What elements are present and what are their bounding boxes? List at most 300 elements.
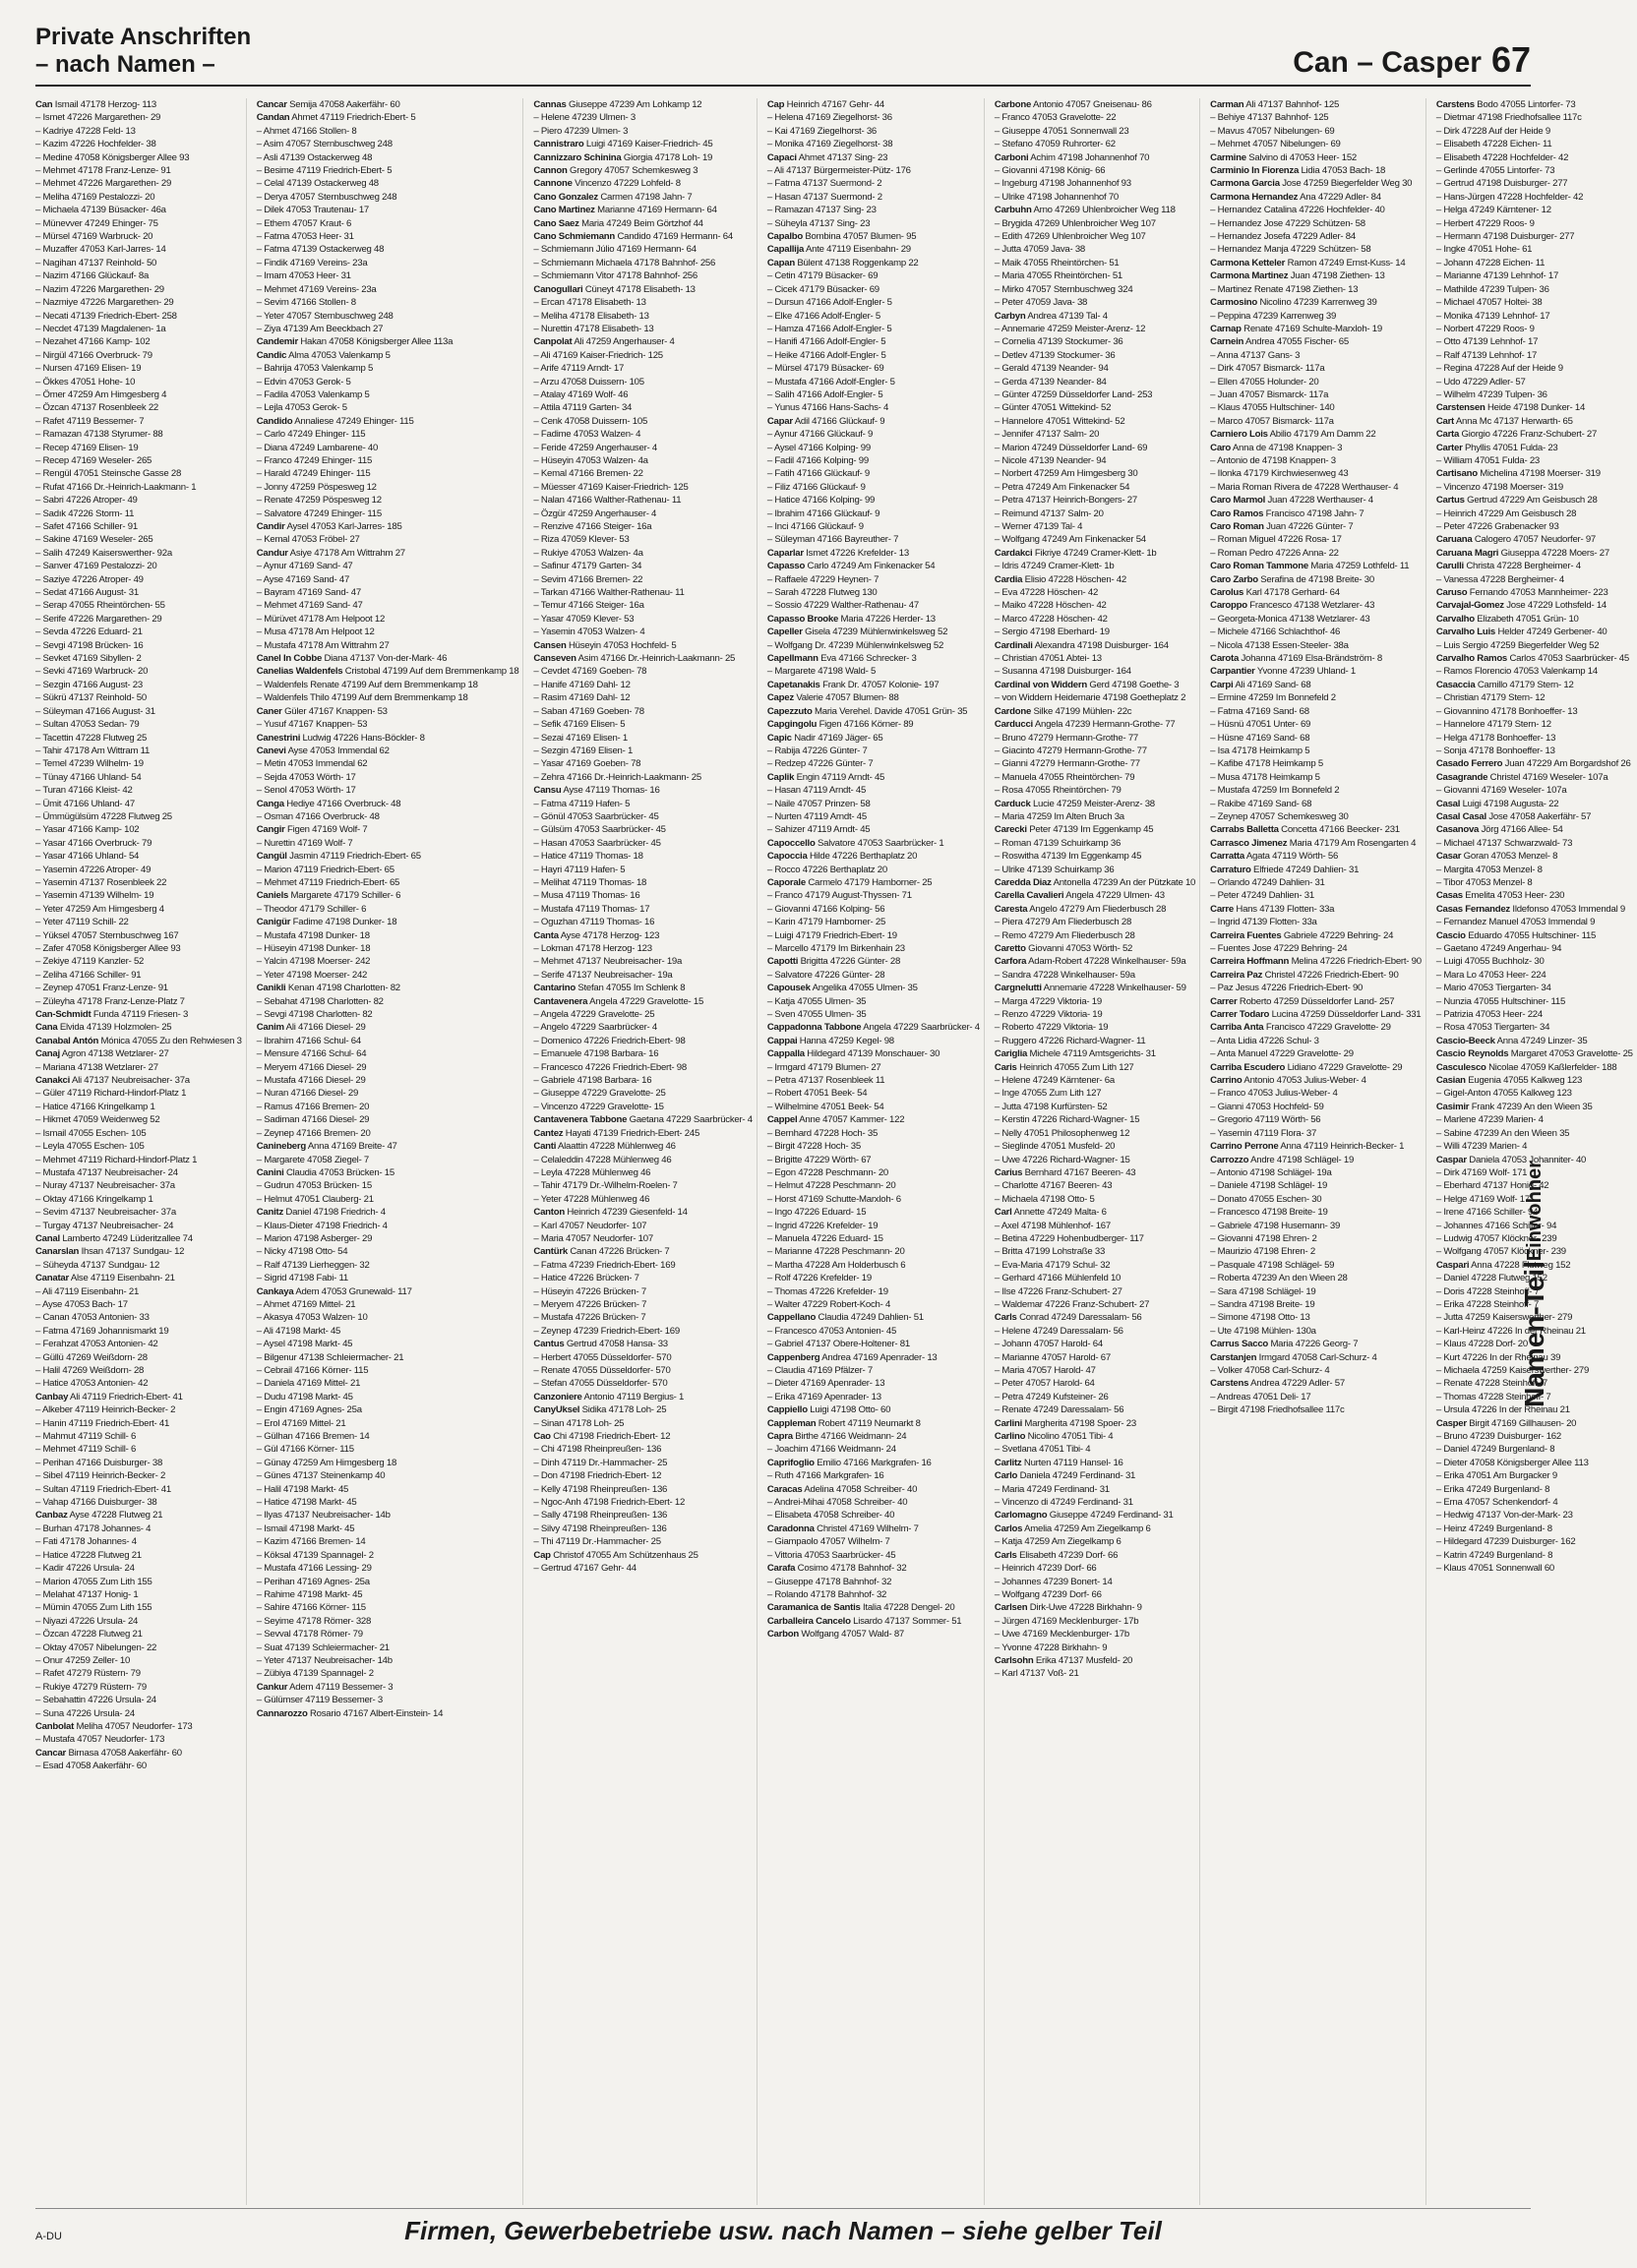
entry-details: – Brigitte 47229 Wörth- 67 (766, 1154, 872, 1165)
directory-entry (257, 111, 519, 124)
entry-details: – Mustafa 47178 Am Wittrahm 27 (256, 639, 390, 651)
entry-details: – Tahir 47179 Dr.-Wilhelm-Roelen- 7 (533, 1180, 678, 1192)
entry-details: – Rengül 47051 Steinsche Gasse 28 (35, 468, 182, 480)
entry-details: Johanna 47169 Elsa-Brändström- 8 (1241, 653, 1382, 665)
entry-details: – Sultan 47119 Friedrich-Ebert- 41 (35, 1483, 171, 1495)
entry-details: Goran 47053 Menzel- 8 (1463, 851, 1558, 863)
directory-entry (767, 1417, 980, 1430)
entry-details: – Gianni 47279 Hermann-Grothe- 77 (994, 758, 1140, 770)
directory-entry (995, 784, 1195, 797)
directory-entry (1436, 388, 1633, 401)
entry-surname: Capousek (766, 983, 811, 994)
directory-entry (1210, 1047, 1422, 1060)
entry-details: – Suat 47139 Schleiermacher- 21 (256, 1641, 390, 1653)
entry-details: – Hanin 47119 Friedrich-Ebert- 41 (35, 1417, 170, 1429)
directory-entry (995, 520, 1195, 533)
entry-surname: Carvalho (1435, 613, 1475, 625)
entry-surname: Caspari (1435, 1259, 1470, 1271)
entry-details: – Mehmet 47169 Sand- 47 (256, 600, 363, 612)
directory-entry (767, 665, 980, 678)
entry-details: Anne 47057 Kammer- 122 (799, 1114, 905, 1126)
directory-entry (1436, 98, 1633, 111)
directory-entry (257, 481, 519, 494)
directory-entry (257, 916, 519, 928)
entry-details: Elisabeth 47239 Dorf- 66 (1019, 1549, 1119, 1561)
entry-details: Angelika 47055 Ulmen- 35 (812, 983, 918, 994)
entry-details: – Katrin 47249 Burgenland- 8 (1435, 1549, 1553, 1561)
entry-details: – Edith 47269 Uhlenbroicher Weg 107 (994, 231, 1146, 243)
directory-entry (1436, 679, 1633, 691)
directory-entry (767, 467, 980, 480)
entry-details: – Fadil 47166 Kolping- 99 (766, 454, 869, 466)
entry-surname: Casimir (1435, 1101, 1470, 1112)
entry-details: – Bahrija 47053 Valenkamp 5 (256, 363, 374, 375)
entry-surname: Carlsen (994, 1602, 1028, 1614)
entry-details: – Angelo 47229 Saarbrücker- 4 (533, 1022, 657, 1034)
directory-entry (257, 798, 519, 810)
directory-entry (257, 547, 519, 560)
directory-entry (1210, 1338, 1422, 1350)
entry-surname: Canelias Waldenfels (256, 666, 343, 678)
directory-entry (35, 1483, 242, 1496)
entry-details: – Peppina 47239 Karrenweg 39 (1210, 310, 1337, 322)
entry-details: Ayse 47119 Thomas- 16 (563, 785, 660, 797)
entry-details: – Nezahet 47166 Kamp- 102 (35, 336, 151, 348)
entry-details: Giuseppe 47239 Am Lohkamp 12 (568, 99, 702, 110)
entry-details: Serafina de 47198 Breite- 30 (1260, 573, 1374, 585)
directory-entry (1436, 613, 1633, 626)
directory-entry (1436, 718, 1633, 731)
directory-entry (35, 1166, 242, 1179)
entry-details: Fadime 47198 Dunker- 18 (292, 917, 397, 928)
entry-surname: Carter (1435, 442, 1463, 453)
entry-surname: Cantavenera Tabbone (533, 1114, 628, 1126)
directory-entry (257, 1364, 519, 1377)
directory-entry (995, 1061, 1195, 1074)
directory-entry (767, 1562, 980, 1575)
directory-entry (257, 691, 519, 704)
entry-details: – Nurettin 47178 Elisabeth- 13 (533, 323, 654, 334)
entry-details: Adelina 47058 Schreiber- 40 (804, 1483, 918, 1495)
directory-entry (995, 942, 1195, 955)
directory-entry (767, 1035, 980, 1047)
entry-details: – Filiz 47166 Glückauf- 9 (766, 481, 866, 493)
entry-details: – Rahime 47198 Markt- 45 (256, 1588, 363, 1600)
directory-entry (767, 310, 980, 323)
entry-details: – Mustafa 47057 Neudorfer- 173 (35, 1734, 165, 1746)
entry-details: – Anta Lidia 47226 Schul- 3 (1210, 1035, 1319, 1046)
directory-entry (1210, 177, 1422, 190)
entry-details: – Mario 47053 Tiergarten- 34 (1435, 983, 1551, 994)
directory-entry (767, 1245, 980, 1258)
directory-entry (533, 1377, 752, 1390)
entry-details: Christof 47055 Am Schützenhaus 25 (553, 1549, 698, 1561)
directory-entry (767, 864, 980, 876)
entry-details: – Helmut 47051 Clauberg- 21 (256, 1193, 374, 1205)
entry-details: – Johann 47228 Eichen- 11 (1435, 257, 1546, 269)
entry-details: – Daniel 47249 Burgenland- 8 (1435, 1444, 1555, 1456)
directory-entry (995, 1245, 1195, 1258)
directory-entry (35, 745, 242, 757)
directory-entry (35, 1232, 242, 1245)
entry-details: – Marlene 47239 Marien- 4 (1435, 1114, 1544, 1126)
directory-entry (995, 1325, 1195, 1338)
directory-entry (35, 1377, 242, 1390)
directory-entry (767, 573, 980, 586)
directory-entry (35, 1469, 242, 1482)
directory-entry (995, 1403, 1195, 1416)
entry-details: – Yeter 47057 Sternbuschweg 248 (256, 310, 394, 322)
entry-details: Engin 47119 Arndt- 45 (796, 771, 885, 783)
entry-surname: Canikli (256, 983, 286, 994)
entry-details: – Norbert 47259 Am Himgesberg 30 (994, 468, 1138, 480)
directory-entry (1210, 151, 1422, 164)
directory-entry (533, 639, 752, 652)
entry-details: – Sevket 47169 Sibyllen- 2 (35, 653, 142, 665)
entry-details: – Renate 47249 Daressalam- 56 (994, 1404, 1124, 1416)
entry-surname: Cana (35, 1022, 58, 1034)
directory-entry (1436, 349, 1633, 362)
entry-details: – Hernandez Manja 47229 Schützen- 58 (1210, 244, 1371, 256)
entry-details: – Saziye 47226 Atroper- 49 (35, 573, 144, 585)
directory-entry (995, 1232, 1195, 1245)
entry-details: – Johannes 47239 Bonert- 14 (994, 1576, 1113, 1587)
entry-details: – Roman Miguel 47226 Rosa- 17 (1210, 534, 1342, 546)
directory-entry (35, 1496, 242, 1509)
entry-details: Hildegard 47139 Monschauer- 30 (807, 1048, 940, 1060)
directory-entry (257, 283, 519, 296)
entry-details: Daniel 47198 Friedrich- 4 (285, 1207, 386, 1219)
directory-entry (995, 533, 1195, 546)
entry-details: – Zeliha 47166 Schiller- 91 (35, 969, 142, 981)
directory-entry (533, 164, 752, 177)
directory-entry (995, 771, 1195, 784)
entry-details: – Fatih 47166 Glückauf- 9 (766, 468, 871, 480)
entry-details: Rosario 47167 Albert-Einstein- 14 (310, 1707, 444, 1719)
directory-entry (1436, 823, 1633, 836)
entry-details: – Mustafa 47166 Adolf-Engler- 5 (766, 376, 895, 388)
entry-details: – Eva-Maria 47179 Schul- 32 (994, 1259, 1111, 1271)
directory-entry (995, 626, 1195, 638)
entry-details: – Uwe 47226 Richard-Wagner- 15 (994, 1154, 1130, 1165)
directory-entry (767, 1166, 980, 1179)
directory-entry (1210, 639, 1422, 652)
directory-entry (767, 191, 980, 204)
entry-details: – Tibor 47053 Menzel- 8 (1435, 876, 1533, 888)
entry-details: – Peter 47226 Grabenacker 93 (1435, 521, 1559, 532)
entry-details: – Ilonka 47179 Kirchwiesenweg 43 (1210, 468, 1349, 480)
directory-entry (257, 164, 519, 177)
entry-surname: Cappiello (766, 1404, 808, 1416)
entry-details: Claudia 47249 Dahlien- 51 (818, 1312, 924, 1324)
entry-details: – Mürsel 47169 Warbruck- 20 (35, 231, 153, 243)
directory-entry (767, 771, 980, 784)
directory-entry (1436, 164, 1633, 177)
directory-entry (1436, 864, 1633, 876)
directory-entry (1436, 982, 1633, 994)
directory-entry (533, 1220, 752, 1232)
entry-surname: Capez (766, 692, 794, 704)
entry-details: Angelo 47279 Am Fliederbusch 28 (1029, 903, 1167, 915)
entry-details: – Sanver 47169 Pestalozzi- 20 (35, 561, 157, 572)
directory-entry (1436, 850, 1633, 863)
entry-details: – Yalcin 47198 Moerser- 242 (256, 956, 371, 968)
directory-entry (995, 269, 1195, 282)
entry-details: – Lokman 47178 Herzog- 123 (533, 943, 652, 954)
directory-entry (257, 665, 519, 678)
side-tab-line2: Namen-Teil (1519, 1261, 1549, 1408)
directory-entry (533, 1166, 752, 1179)
directory-entry (533, 1285, 752, 1298)
entry-details: – Elke 47166 Adolf-Engler- 5 (766, 310, 881, 322)
directory-entry (995, 810, 1195, 823)
directory-entry (533, 823, 752, 836)
directory-entry (35, 876, 242, 889)
directory-entry (767, 401, 980, 414)
entry-details: – Betina 47229 Hohenbudberger- 117 (994, 1232, 1144, 1244)
entry-surname: Caredda Diaz (994, 876, 1052, 888)
entry-details: – Hermann 47198 Duisburger- 277 (1435, 231, 1575, 243)
entry-surname: Canini (256, 1166, 284, 1178)
directory-entry (257, 1628, 519, 1641)
entry-details: Ayse 47178 Herzog- 123 (560, 929, 660, 941)
entry-surname: Carlino (994, 1431, 1026, 1443)
entry-details: Ali 47166 Diesel- 29 (285, 1022, 366, 1034)
directory-entry (35, 613, 242, 626)
entry-details: – Hanife 47169 Dahl- 12 (533, 679, 631, 690)
entry-details: – William 47051 Fulda- 23 (1435, 454, 1541, 466)
entry-details: – Leyla 47055 Eschen- 105 (35, 1141, 145, 1153)
entry-details: – Sandra 47198 Breite- 19 (1210, 1298, 1315, 1310)
entry-details: – Klaus-Dieter 47198 Friedrich- 4 (256, 1220, 388, 1231)
entry-details: – Bruno 47239 Duisburger- 162 (1435, 1431, 1561, 1443)
entry-details: – Mirko 47057 Sternbuschweg 324 (994, 283, 1133, 295)
entry-details: – Hatice 47053 Antonien- 42 (35, 1378, 149, 1390)
directory-entry (1210, 850, 1422, 863)
directory-entry (35, 1707, 242, 1720)
directory-entry (995, 1087, 1195, 1100)
entry-details: – Mehmet 47137 Neubreisacher- 19a (533, 956, 683, 968)
entry-details: Ante 47119 Eisenbahn- 29 (805, 244, 911, 256)
directory-entry (533, 1074, 752, 1087)
directory-entry (995, 876, 1195, 889)
directory-entry (995, 1469, 1195, 1482)
entry-details: – Pasquale 47198 Schlägel- 59 (1210, 1259, 1335, 1271)
entry-details: Hanna 47259 Kegel- 98 (799, 1035, 894, 1046)
entry-details: – Hasan 47053 Saarbrücker- 45 (533, 837, 661, 849)
directory-entry (1210, 560, 1422, 572)
entry-details: – Christian 47179 Stern- 12 (1435, 692, 1546, 704)
entry-details: – Ruggero 47226 Richard-Wagner- 11 (994, 1035, 1146, 1046)
entry-details: Stefan 47055 Im Schlenk 8 (577, 983, 686, 994)
directory-entry (767, 1008, 980, 1021)
entry-details: Ali 47169 Sand- 68 (1235, 679, 1311, 690)
entry-details: – Melahat 47137 Honig- 1 (35, 1588, 139, 1600)
directory-entry (995, 691, 1195, 704)
entry-surname: Carrer Todaro (1210, 1009, 1270, 1021)
entry-details: – Karl-Heinz 47226 In der Rheinau 21 (1435, 1325, 1586, 1337)
directory-entry (257, 191, 519, 204)
entry-details: Giuseppa 47228 Moers- 27 (1500, 547, 1609, 559)
entry-details: Christa 47228 Bergheimer- 4 (1466, 561, 1581, 572)
directory-entry (257, 652, 519, 665)
entry-details: Güler 47167 Knappen- 53 (284, 705, 388, 717)
entry-details: Juan 47198 Ziethen- 13 (1290, 270, 1385, 282)
directory-entry (1210, 837, 1422, 850)
directory-entry (35, 151, 242, 164)
entry-details: – Daniel 47228 Flutweg 152 (1435, 1273, 1547, 1284)
entry-surname: Carpantier (1210, 666, 1255, 678)
directory-entry (995, 705, 1195, 718)
entry-surname: Cannistraro (533, 139, 584, 150)
entry-details: – Halil 47198 Markt- 45 (256, 1483, 349, 1495)
directory-entry (35, 969, 242, 982)
entry-details: Agata 47119 Wörth- 56 (1245, 851, 1339, 863)
entry-surname: Cartisano (1435, 468, 1478, 480)
entry-details: Bernhard 47167 Beeren- 43 (1024, 1166, 1136, 1178)
entry-surname: Candic (256, 349, 287, 361)
entry-details: – Rafet 47279 Rüstern- 79 (35, 1668, 141, 1680)
entry-details: – Nursen 47169 Elisen- 19 (35, 363, 142, 375)
entry-details: – Uwe 47169 Mecklenburger- 17b (994, 1629, 1129, 1641)
directory-entry (995, 243, 1195, 256)
directory-entry (767, 823, 980, 836)
directory-entry (767, 1140, 980, 1153)
entry-details: – Ömer 47259 Am Himgesberg 4 (35, 388, 167, 400)
entry-details: – Rasim 47169 Dahl- 12 (533, 692, 631, 704)
directory-entry (767, 1601, 980, 1614)
entry-details: Valerie 47057 Blumen- 88 (796, 692, 899, 704)
entry-details: – Gabriele 47198 Husemann- 39 (1210, 1220, 1341, 1231)
entry-details: – Ibrahim 47166 Glückauf- 9 (766, 507, 880, 519)
entry-details: – Paz Jesus 47226 Friedrich-Ebert- 90 (1210, 983, 1364, 994)
entry-surname: Cancar (35, 1747, 67, 1759)
directory-entry (257, 771, 519, 784)
entry-details: – Ziya 47139 Am Beeckbach 27 (256, 323, 384, 334)
directory-entry (1210, 1298, 1422, 1311)
directory-entry (257, 810, 519, 823)
directory-entry (1210, 942, 1422, 955)
directory-entry (767, 151, 980, 164)
directory-entry (767, 1615, 980, 1628)
directory-entry (257, 1166, 519, 1179)
entry-details: – Yvonne 47228 Birkhahn- 9 (994, 1641, 1108, 1653)
directory-entry (35, 599, 242, 612)
entry-details: – Günes 47137 Steinenkamp 40 (256, 1470, 386, 1482)
entry-details: Alexandra 47198 Duisburger- 164 (1034, 639, 1169, 651)
entry-details: – Emanuele 47198 Barbara- 16 (533, 1048, 659, 1060)
directory-entry (257, 1601, 519, 1614)
entry-surname: Capalbo (766, 231, 803, 243)
entry-details: – Canan 47053 Antonien- 33 (35, 1312, 150, 1324)
directory-entry (995, 864, 1195, 876)
entry-details: – Gülsüm 47053 Saarbrücker- 45 (533, 824, 666, 836)
entry-surname: Canitz (256, 1207, 283, 1219)
entry-surname: Carlos (994, 1522, 1023, 1534)
directory-entry (767, 1364, 980, 1377)
entry-details: – Ahmet 47169 Mittel- 21 (256, 1298, 356, 1310)
entry-details: – Giovanni 47169 Weseler- 107a (1435, 785, 1567, 797)
directory-entry (995, 494, 1195, 507)
directory-entry (257, 1325, 519, 1338)
entry-details: – Fatma 47169 Sand- 68 (1210, 705, 1309, 717)
entry-details: Hayati 47139 Friedrich-Ebert- 245 (565, 1127, 700, 1139)
entry-details: – Wolfgang 47057 Klöckner- 239 (1435, 1246, 1566, 1258)
directory-entry (1436, 784, 1633, 797)
entry-details: Eugenia 47055 Kalkweg 123 (1468, 1075, 1583, 1087)
entry-details: – Ingrid 47139 Flotten- 33a (1210, 917, 1317, 928)
directory-entry (533, 889, 752, 902)
directory-entry (257, 1562, 519, 1575)
directory-entry (257, 969, 519, 982)
entry-details: – Erna 47057 Schenkendorf- 4 (1435, 1497, 1558, 1509)
directory-entry (257, 1641, 519, 1654)
entry-details: Maria 47249 Beim Görtzhof 44 (581, 217, 703, 229)
entry-details: – Salih 47166 Adolf-Engler- 5 (766, 388, 883, 400)
directory-entry (533, 982, 752, 994)
entry-details: – Elisabeth 47228 Hochfelder- 42 (1435, 151, 1569, 163)
entry-details: – Sevval 47178 Römer- 79 (256, 1629, 363, 1641)
directory-entry (767, 257, 980, 269)
directory-entry (767, 718, 980, 731)
directory-entry (35, 230, 242, 243)
directory-entry (257, 1430, 519, 1443)
entry-details: – Doris 47228 Steinhoff- 7 (1435, 1285, 1540, 1297)
entry-details: – Detlev 47139 Stockumer- 36 (994, 349, 1116, 361)
directory-entry (1436, 573, 1633, 586)
entry-surname: Carstens (1210, 1378, 1249, 1390)
entry-details: – Sevda 47226 Eduard- 21 (35, 627, 143, 638)
entry-details: – Zeynep 47239 Friedrich-Ebert- 169 (533, 1325, 680, 1337)
entry-details: Gertrud 47058 Hansa- 33 (566, 1339, 668, 1350)
entry-details: – Ayse 47169 Sand- 47 (256, 573, 350, 585)
directory-entry (995, 191, 1195, 204)
entry-details: – Bruno 47279 Hermann-Grothe- 77 (994, 732, 1139, 744)
entry-surname: CanyUksel (533, 1404, 580, 1416)
directory-entry (995, 1113, 1195, 1126)
directory-entry (533, 1549, 752, 1562)
entry-details: Daniela 47249 Ferdinand- 31 (1019, 1470, 1136, 1482)
directory-entry (767, 560, 980, 572)
entry-surname: Carmona Garcia (1210, 178, 1280, 190)
entry-details: – Yasar 47166 Kamp- 102 (35, 824, 140, 836)
entry-details: – Sakine 47169 Weseler- 265 (35, 534, 153, 546)
entry-details: – Güllü 47269 Weißdorn- 28 (35, 1351, 148, 1363)
entry-details: – Akasya 47053 Walzen- 10 (256, 1312, 368, 1324)
entry-details: – Ute 47198 Mühlen- 130a (1210, 1325, 1316, 1337)
entry-surname: Caro Roman (1210, 521, 1264, 532)
directory-entry (1210, 467, 1422, 480)
entry-surname: Carboni (994, 151, 1029, 163)
entry-details: Calogero 47057 Neudorfer- 97 (1474, 534, 1597, 546)
directory-entry (767, 442, 980, 454)
directory-entry (995, 1641, 1195, 1654)
directory-entry (35, 428, 242, 441)
entry-details: – Kelly 47198 Rheinpreußen- 136 (533, 1483, 668, 1495)
directory-entry (533, 1469, 752, 1482)
entry-surname: Carreira Hoffmann (1210, 956, 1290, 968)
entry-details: – Birgit 47228 Hoch- 35 (766, 1141, 861, 1153)
directory-entry (995, 151, 1195, 164)
entry-details: Agron 47138 Wetzlarer- 27 (61, 1048, 169, 1060)
entry-details: – Sossio 47229 Walther-Rathenau- 47 (766, 600, 919, 612)
entry-details: Bülent 47138 Roggenkamp 22 (797, 257, 919, 269)
directory-entry (35, 1298, 242, 1311)
directory-entry (1210, 889, 1422, 902)
entry-details: – Remo 47279 Am Fliederbusch 28 (994, 929, 1135, 941)
entry-details: – Imam 47053 Heer- 31 (256, 270, 351, 282)
directory-entry (533, 547, 752, 560)
